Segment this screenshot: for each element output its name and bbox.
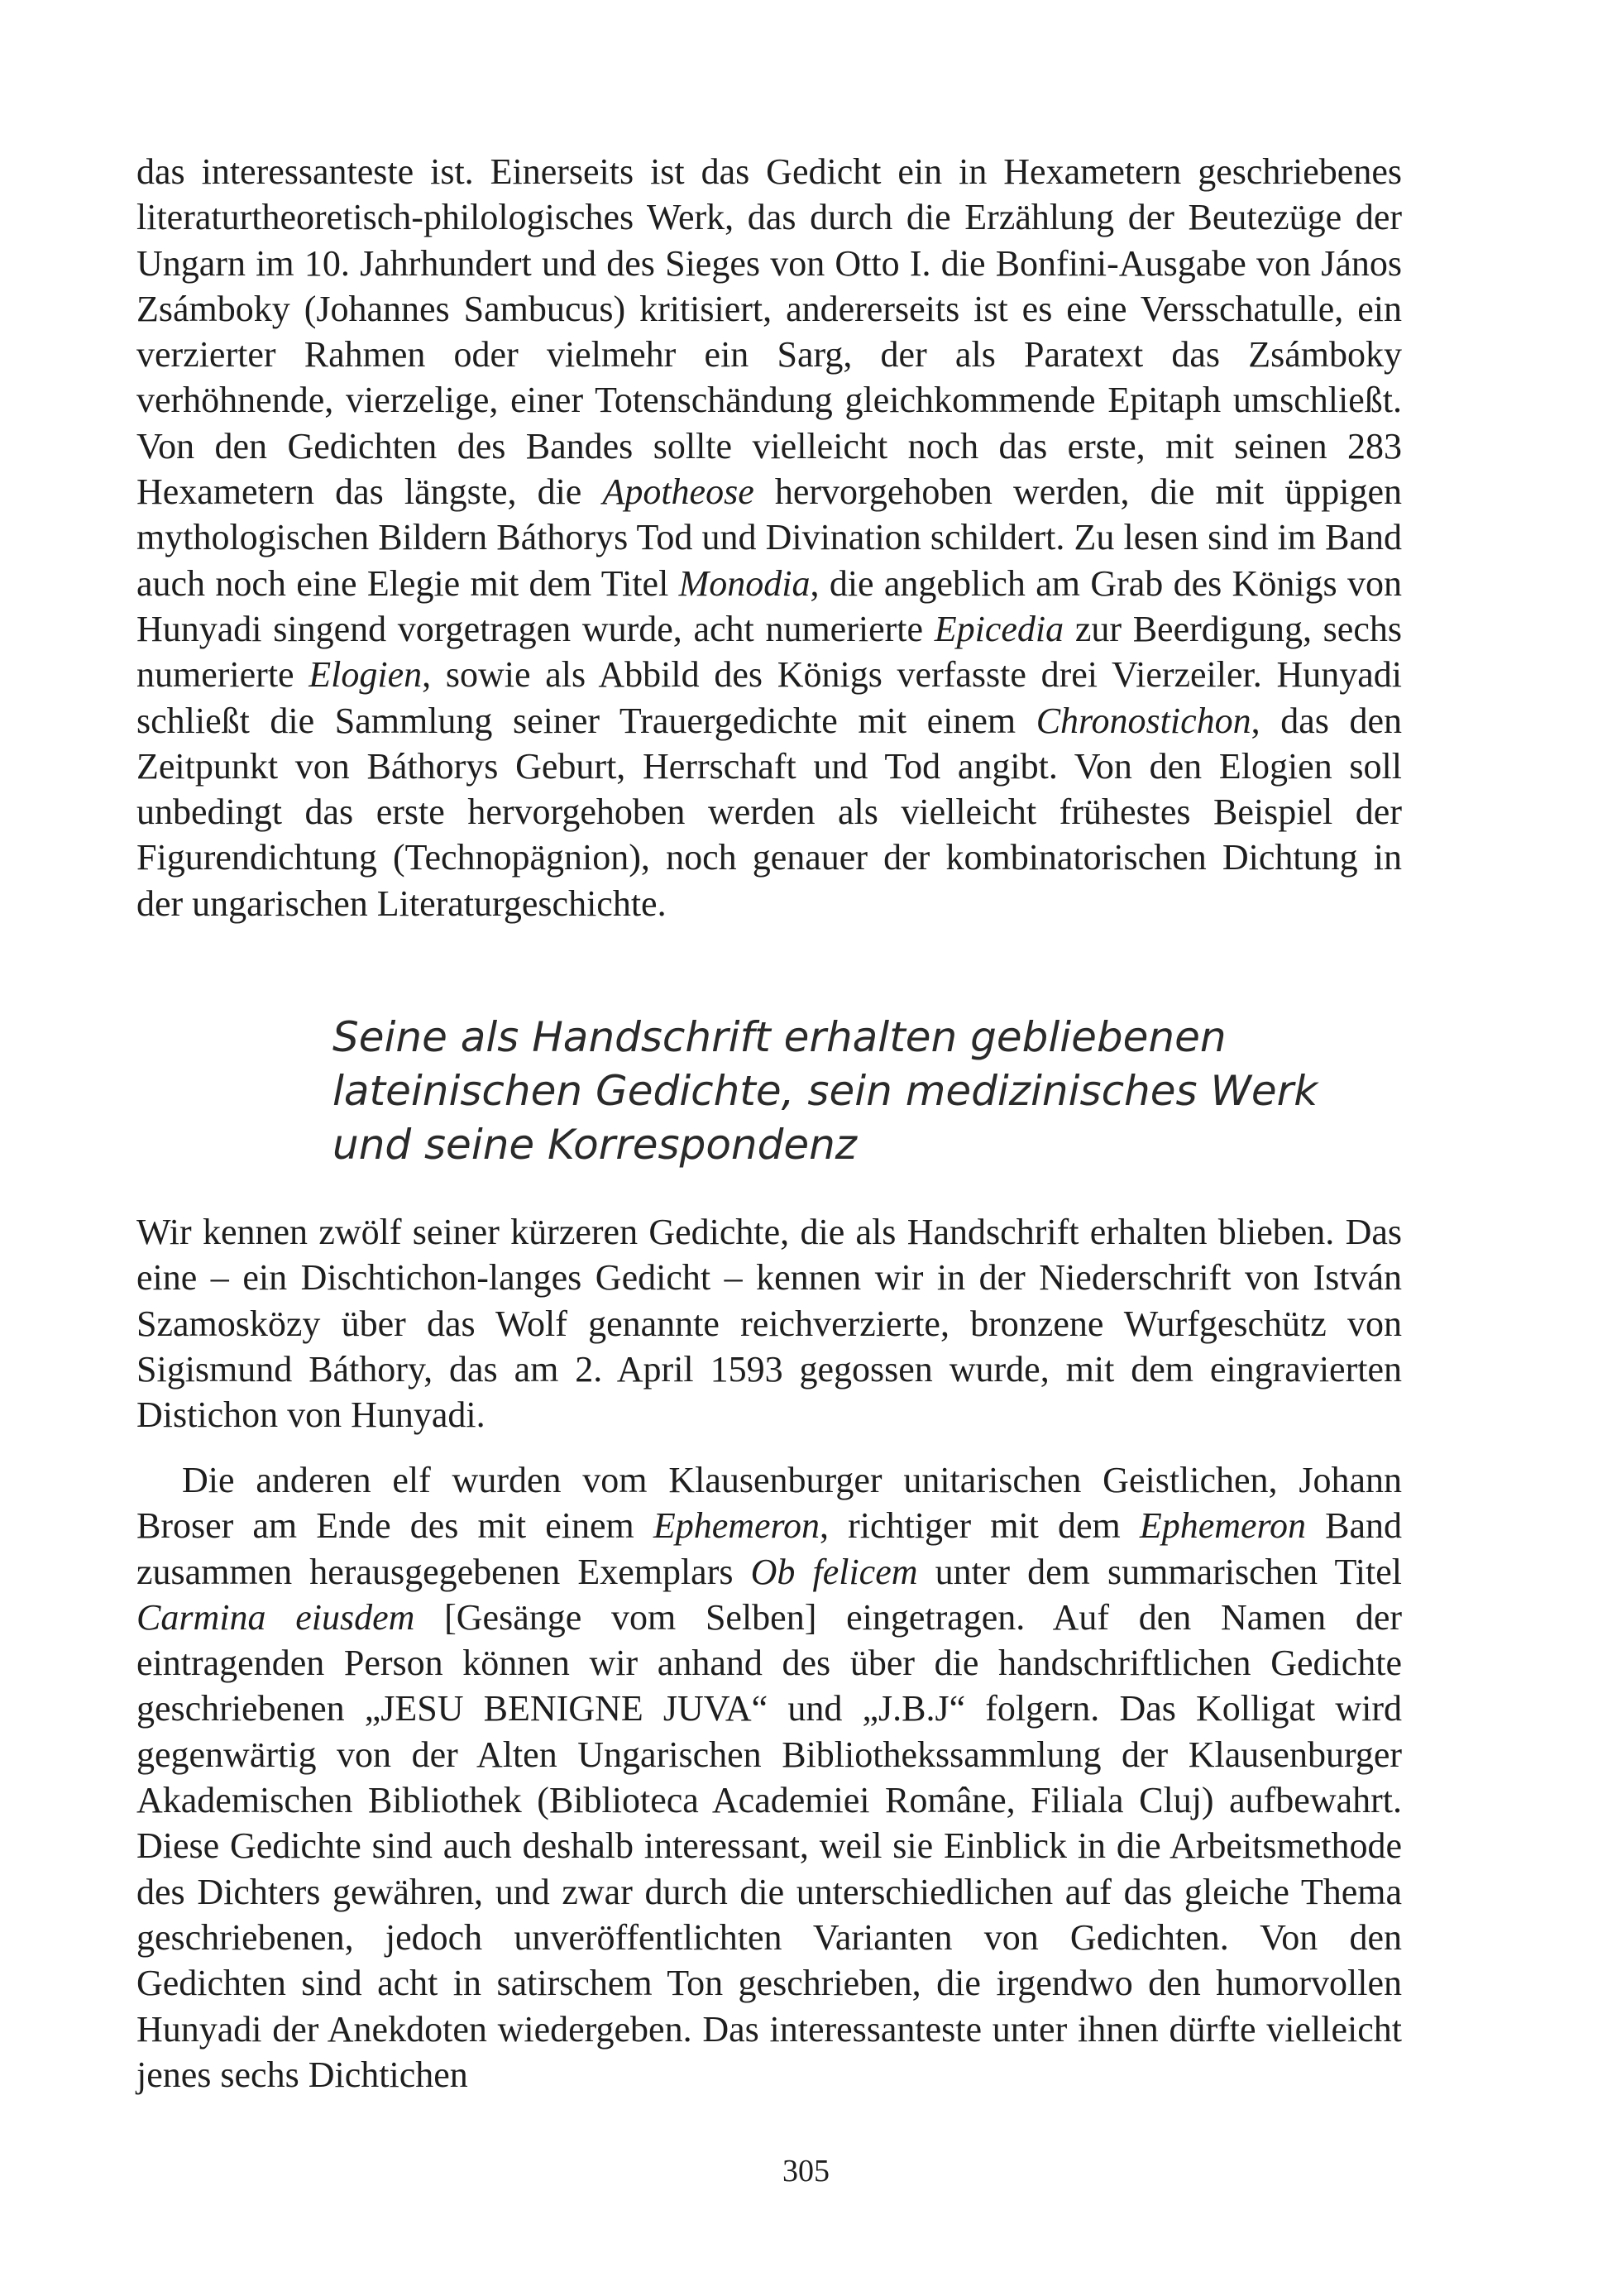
text-run: , das den Zeitpunkt von Báthorys Geburt, Herrschaft und Tod angibt. Von den Elogien soll unbedingt das erste hervorgehoben werden als vielleicht frühestes Beispiel der Figurendichtung (Technopägnion), noch genauer der kombinatorischen Dichtung in der ungarischen Literaturgeschichte. xyxy=(136,700,1402,924)
body-paragraph xyxy=(136,1209,1402,1437)
italic-title: Ephemeron xyxy=(653,1505,820,1547)
text-run: , sowie als Abbild des Königs verfasste drei Vierzeiler. Hunyadi schließt die Sammlung seiner Trauergedichte mit einem xyxy=(136,654,1403,741)
italic-title: Monodia xyxy=(678,562,811,604)
body-paragraph xyxy=(136,1457,1402,2097)
italic-title: Ephemeron xyxy=(1139,1505,1307,1547)
text-run: Wir kennen zwölf seiner kürzeren Gedichte, die als Handschrift erhalten blieben. Das eine – ein Dischtichon-langes Gedicht – kennen wir in der Niederschrift von István Szamosközy über das Wolf genannte reichverzierte, bronzene Wurfgeschütz von Sigismund Báthory, das am 2. April 1593 gegossen wurde, mit dem eingravierten Distichon von Hunyadi. xyxy=(136,1212,1402,1436)
italic-title: Epicedia xyxy=(934,608,1064,649)
text-run: Band zusammen herausgegebenen Exemplars xyxy=(136,1505,1402,1592)
italic-title: Chronostichon xyxy=(1036,700,1251,741)
text-run: Die anderen elf wurden vom Klausenburger unitarischen Geistlichen, Johann Broser am Ende des mit einem xyxy=(136,1460,1402,1547)
text-run: , richtiger mit dem xyxy=(820,1505,1140,1547)
italic-title: Ob felicem xyxy=(750,1551,918,1592)
text-run: zur Beerdigung, sechs numerierte xyxy=(136,608,1402,696)
italic-title: Apotheose xyxy=(602,471,754,513)
italic-title: Carmina eiusdem xyxy=(136,1596,415,1638)
italic-title: Elogien xyxy=(309,654,423,696)
text-run: [Gesänge vom Selben] eingetragen. Auf den Namen der eintragenden Person können wir anhand des über die handschriftlichen Gedichte geschriebenen „JESU BENIGNE JUVA“ und „J.B.J“ folgern. Das Kolligat wird gegenwärtig von der Alten Ungarischen Bibliothekssammlung der Klausenburger Akademischen Bibliothek (Biblioteca Academiei Române, Filiala Cluj) aufbewahrt. Diese Gedichte sind auch deshalb interessant, weil sie Einblick in die Arbeitsmethode des Dichters gewähren, und zwar durch die unterschiedlichen auf das gleiche Thema geschriebenen, jedoch unveröffentlichten Varianten von Gedichten. Von den Gedichten sind acht in satirschem Ton geschrieben, die irgendwo den humorvollen Hunyadi der Anekdoten wiedergeben. Das interessanteste unter ihnen dürfte vielleicht jenes sechs Dichtichen xyxy=(136,1596,1402,2095)
text-run: unter dem summarischen Titel xyxy=(917,1551,1402,1592)
page-number: 305 xyxy=(782,2154,830,2188)
text-run: , die angeblich am Grab des Königs von Hunyadi singend vorgetragen wurde, acht numerierte xyxy=(136,562,1402,649)
text-run: hervorgehoben werden, die mit üppigen mythologischen Bildern Báthorys Tod und Divination schildert. Zu lesen sind im Band auch noch eine Elegie mit dem Titel xyxy=(136,471,1403,604)
body-paragraph xyxy=(136,149,1402,926)
section-heading: Seine als Handschrift erhalten gebliebenen lateinischen Gedichte, sein medizinisches Werk und seine Korrespondenz xyxy=(332,1013,1318,1169)
text-run: das interessanteste ist. Einerseits ist das Gedicht ein in Hexametern geschriebenes literaturtheoretisch-philologisches Werk, das durch die Erzählung der Beutezüge der Ungarn im 10. Jahrhundert und des Sieges von Otto I. die Bonfini-Ausgabe von János Zsámboky (Johannes Sambucus) kritisiert, andererseits ist es eine Versschatulle, ein verzierter Rahmen oder vielmehr ein Sarg, der als Paratext das Zsámboky verhöhnende, vierzelige, einer Totenschändung gleichkommende Epitaph umschließt. Von den Gedichten des Bandes sollte vielleicht noch das erste, mit seinen 283 Hexametern das längste, die xyxy=(136,151,1402,513)
